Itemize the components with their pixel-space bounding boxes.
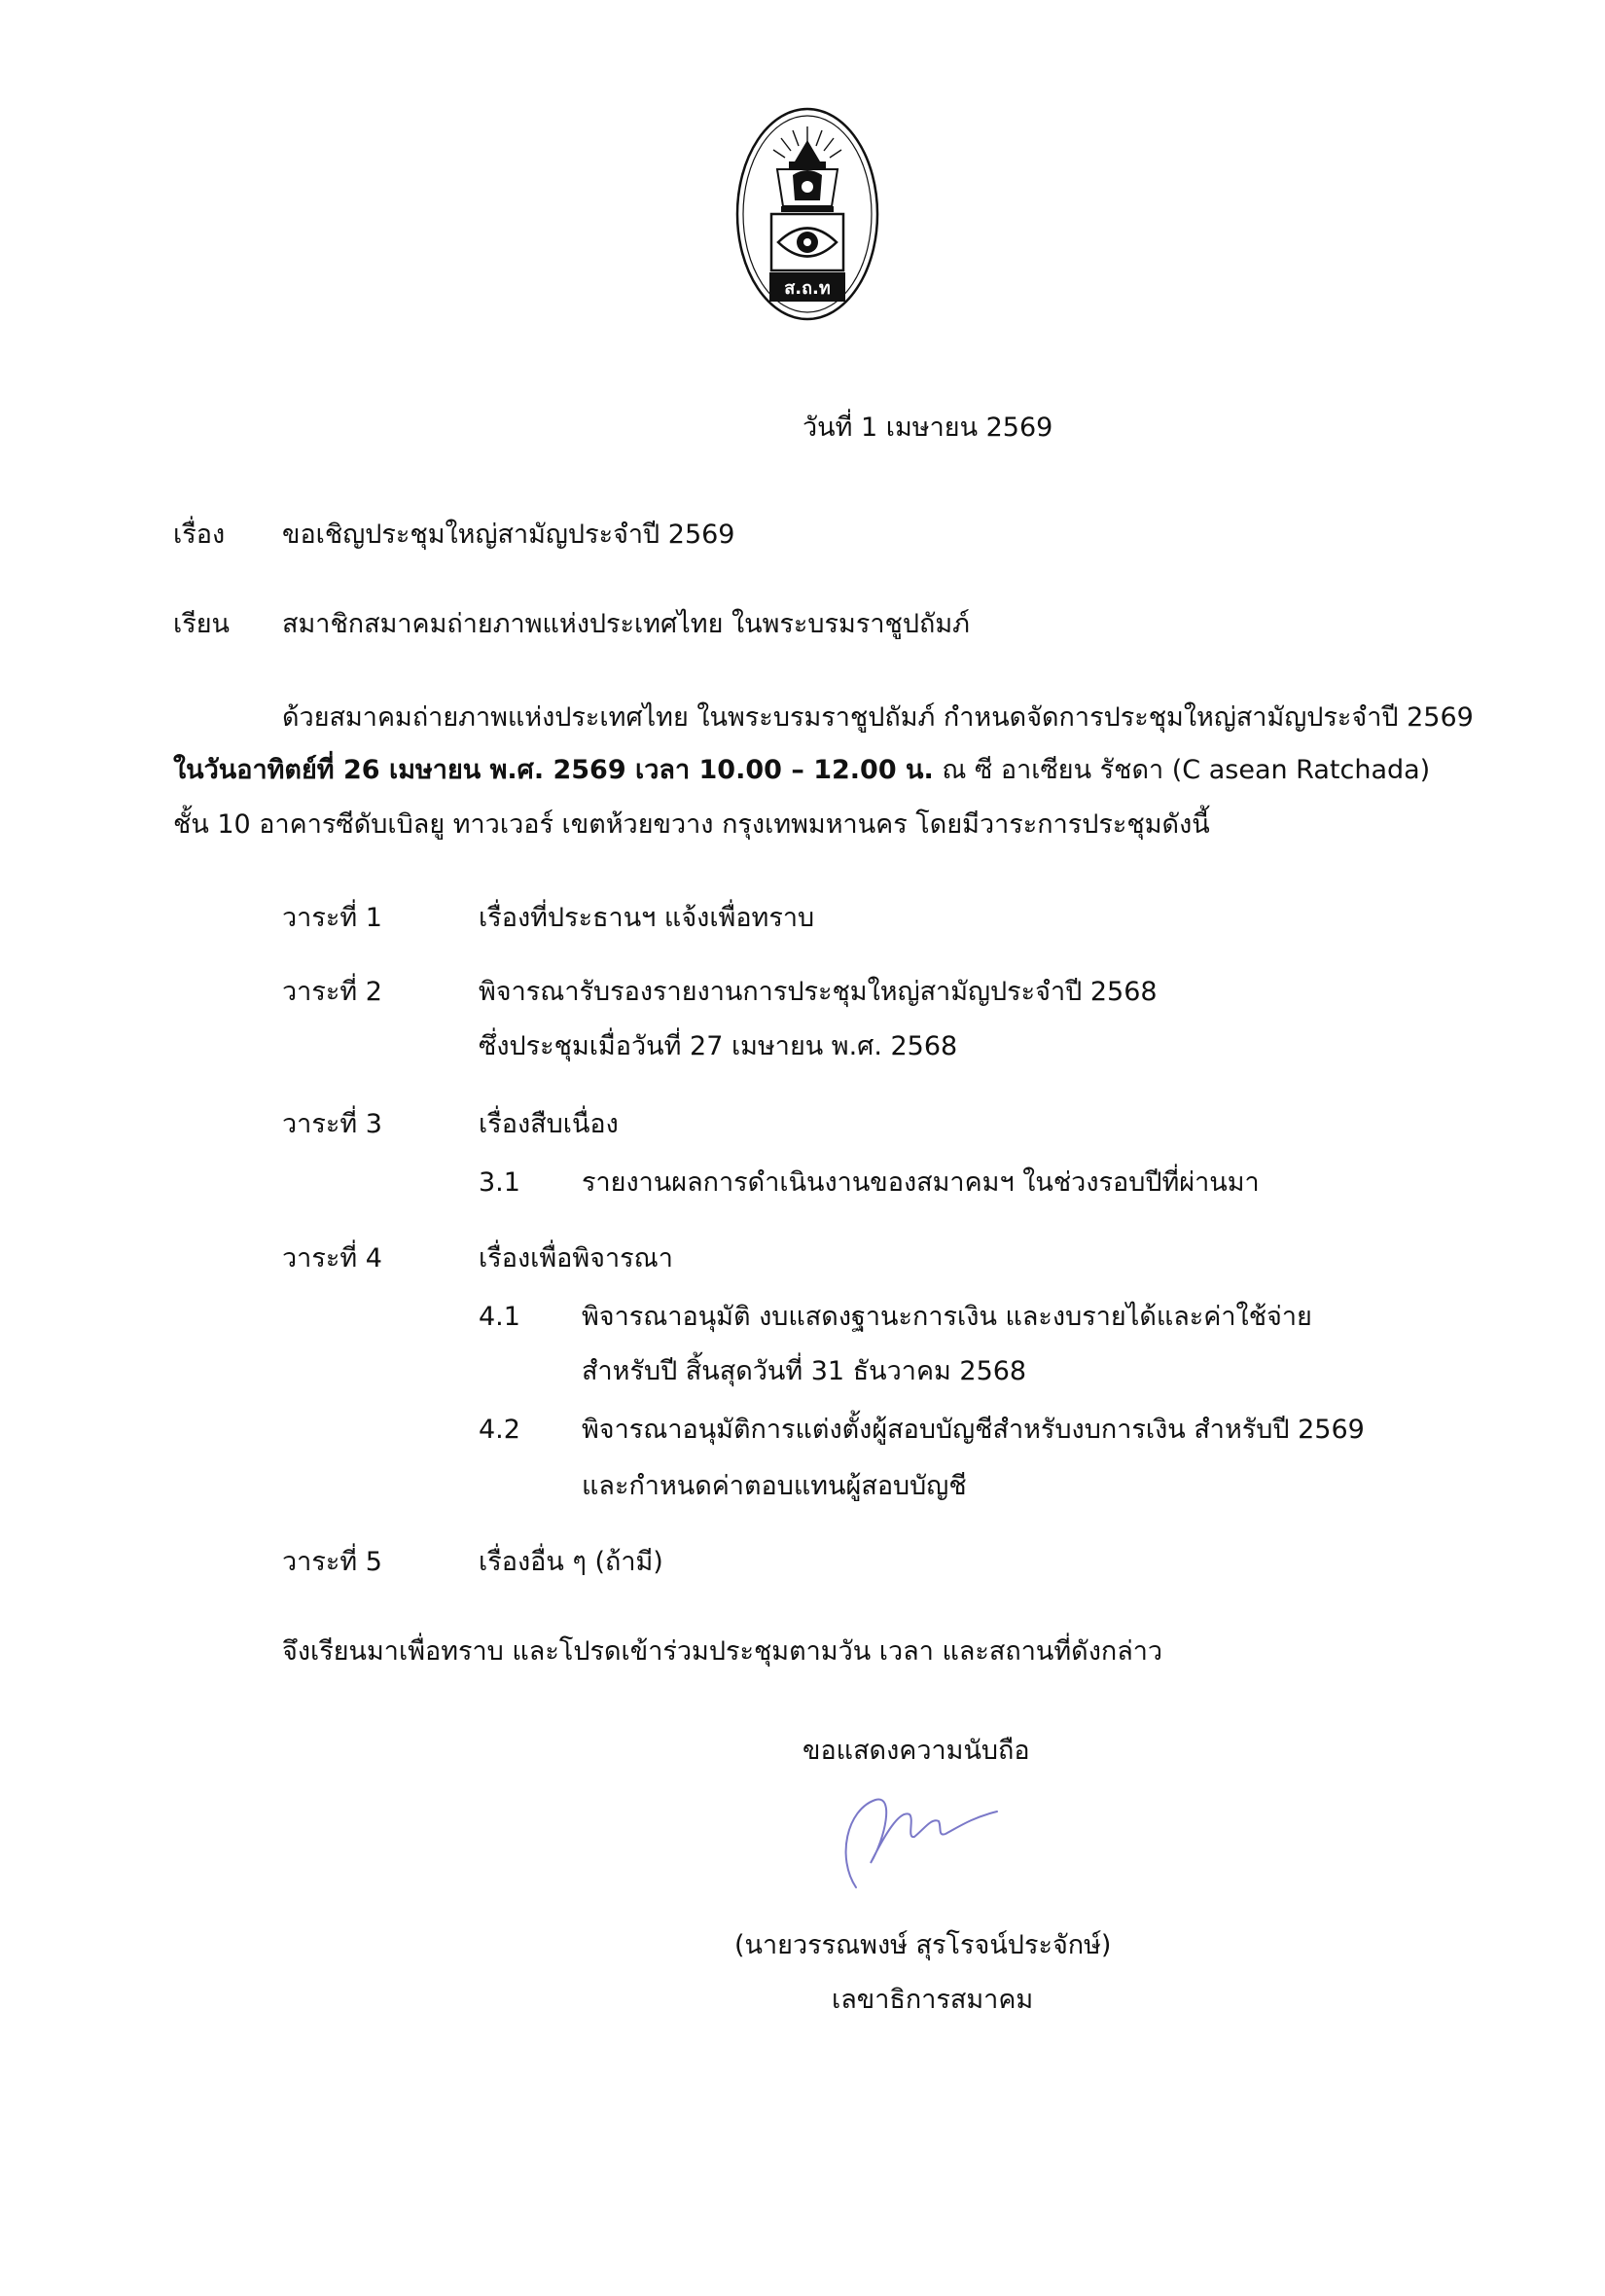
agenda-label: วาระที่ 1 [282,903,382,933]
agenda-text: เรื่องที่ประธานฯ แจ้งเพื่อทราบ [479,903,815,933]
sub-agenda-text: สำหรับปี สิ้นสุดวันที่ 31 ธันวาคม 2568 [582,1356,1027,1386]
agenda-text: เรื่องสืบเนื่อง [479,1109,619,1139]
closing-line: จึงเรียนมาเพื่อทราบ และโปรดเข้าร่วมประชุมตามวัน เวลา และสถานที่ดังกล่าว [282,1636,1163,1667]
recipient-text: สมาชิกสมาคมถ่ายภาพแห่งประเทศไทย ในพระบรมราชูปถัมภ์ [282,609,970,639]
agenda-label: วาระที่ 2 [282,977,382,1007]
body-line-1: ด้วยสมาคมถ่ายภาพแห่งประเทศไทย ในพระบรมราชูปถัมภ์ กำหนดจัดการประชุมใหญ่สามัญประจำปี 2569 [282,702,1474,733]
agenda-label: วาระที่ 3 [282,1109,382,1139]
signer-title: เลขาธิการสมาคม [832,1985,1034,2015]
body-line-2 [173,753,1430,788]
sub-agenda-text: รายงานผลการดำเนินงานของสมาคมฯ ในช่วงรอบปีที่ผ่านมา [582,1167,1260,1198]
agenda-label: วาระที่ 5 [282,1547,382,1577]
meeting-venue: ณ ซี อาเซียน รัชดา (C asean Ratchada) [933,755,1431,785]
sub-agenda-number: 3.1 [479,1167,520,1198]
association-logo [734,105,880,324]
sub-agenda-text: พิจารณาอนุมัติ งบแสดงฐานะการเงิน และงบรายได้และค่าใช้จ่าย [582,1302,1312,1332]
sub-agenda-number: 4.1 [479,1302,520,1332]
subject-label: เรื่อง [173,520,226,550]
agenda-text: พิจารณารับรองรายงานการประชุมใหญ่สามัญประจำปี 2568 [479,977,1158,1007]
regards: ขอแสดงความนับถือ [802,1736,1030,1766]
sub-agenda-number: 4.2 [479,1415,520,1445]
signature [817,1780,1012,1897]
agenda-text: เรื่องเพื่อพิจารณา [479,1243,673,1274]
logo-text: ส.ถ.ท [784,278,831,299]
agenda-label: วาระที่ 4 [282,1243,382,1274]
agenda-text: ซึ่งประชุมเมื่อวันที่ 27 เมษายน พ.ศ. 2568 [479,1031,958,1061]
recipient-label: เรียน [173,609,231,639]
body-line-3: ชั้น 10 อาคารซีดับเบิลยู ทาวเวอร์ เขตห้วยขวาง กรุงเทพมหานคร โดยมีวาระการประชุมดังนี้ [173,809,1210,840]
sub-agenda-text: พิจารณาอนุมัติการแต่งตั้งผู้สอบบัญชีสำหรับงบการเงิน สำหรับปี 2569 [582,1415,1365,1445]
subject-text: ขอเชิญประชุมใหญ่สามัญประจำปี 2569 [282,520,735,550]
sub-agenda-text: และกำหนดค่าตอบแทนผู้สอบบัญชี [582,1471,967,1501]
letter-date: วันที่ 1 เมษายน 2569 [802,413,1053,443]
body-line-2-prefix: ใน [173,755,204,785]
meeting-datetime: วันอาทิตย์ที่ 26 เมษายน พ.ศ. 2569 เวลา 10.00 – 12.00 น. [203,755,934,785]
agenda-text: เรื่องอื่น ๆ (ถ้ามี) [479,1547,663,1577]
signer-name: (นายวรรณพงษ์ สุรโรจน์ประจักษ์) [734,1930,1112,1960]
